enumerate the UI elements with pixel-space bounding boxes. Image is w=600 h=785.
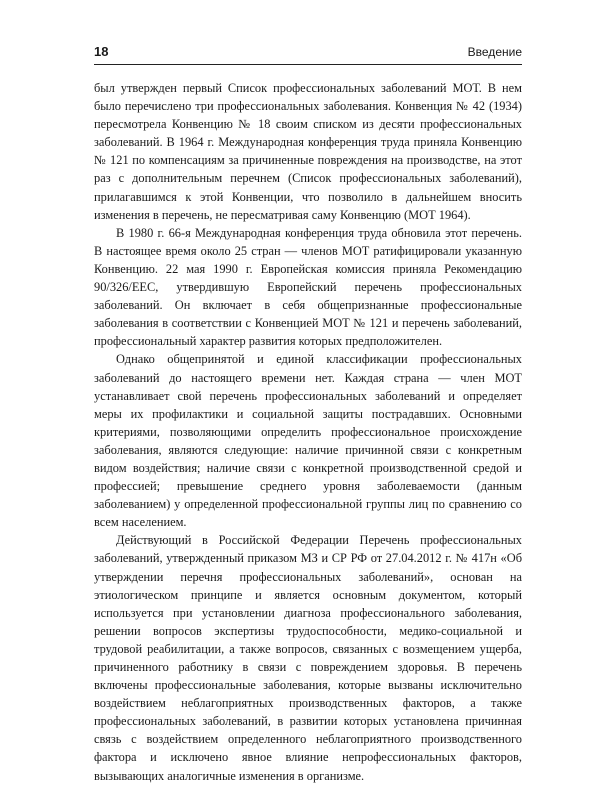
paragraph: В 1980 г. 66-я Международная конференция труда обновила этот перечень. В настоящее время около 25 стран — членов МОТ ратифицировали указанную Конвенцию. 22 мая 1990 г. Европейская комиссия приняла Рекомендацию 90/326/EEC, утвердившую Европейский перечень профессиональных заболеваний. Он включает в себя общепризнанные профессиональные заболевания в соответствии с Конвенцией МОТ № 121 и перечень заболеваний, профессиональный характер развития которых предположителен. xyxy=(94,225,522,349)
header-rule xyxy=(94,64,522,65)
paragraph: Однако общепринятой и единой классификации профессиональных заболеваний до настоящего времени нет. Каждая страна — член МОТ устанавливает свой перечень профессиональных заболеваний и определяет меры их профилактики и социальной защиты пострадавших. Основными критериями, позволяющими определить профессиональное происхождение заболевания, являются следующие: наличие причинной связи с конкретным видом воздействия; наличие связи с конкретной производственной средой и профессией; превышение среднего уровня заболеваемости (данным заболеванием) у определенной профессиональной группы лиц по сравнению со всем населением. xyxy=(94,352,522,530)
running-head: Введение xyxy=(467,45,522,59)
paragraph: был утвержден первый Список профессиональных заболеваний МОТ. В нем было перечислено три профессиональных заболевания. Конвенция № 42 (1934) пересмотрела Конвенцию № 18 своим списком из десяти профессиональных заболеваний. В 1964 г. Международная конференция труда приняла Конвенцию № 121 по компенсациям за причиненные повреждения на производстве, на этот раз с дополнительным перечнем (Список профессиональных заболеваний), прилагавшимся к этой Конвенции, что позволило в дальнейшем вносить изменения в перечень, не пересматривая саму Конвенцию (МОТ 1964). xyxy=(94,81,522,222)
paragraph: Действующий в Российской Федерации Перечень профессиональных заболеваний, утвержденный приказом МЗ и СР РФ от 27.04.2012 г. № 417н «Об утверждении перечня профессиональных заболеваний», основан на этиологическом принципе и является основным документом, который используется при установлении диагноза профессионального заболевания, решении вопросов экспертизы трудоспособности, медико-социальной и трудовой реабилитации, а также вопросов, связанных с возмещением ущерба, причиненного работнику в связи с повреждением здоровья. В перечень включены профессиональные заболевания, которые вызваны исключительно воздействием неблагоприятных производственных факторов, а также профессиональных заболеваний, в развитии которых установлена причинная связь с воздействием определенного неблагоприятного производственного фактора и исключено явное влияние непрофессиональных факторов, вызывающих аналогичные изменения в организме. xyxy=(94,533,522,783)
body-text xyxy=(94,79,522,785)
page-header xyxy=(94,44,522,66)
page-number: 18 xyxy=(94,44,109,59)
